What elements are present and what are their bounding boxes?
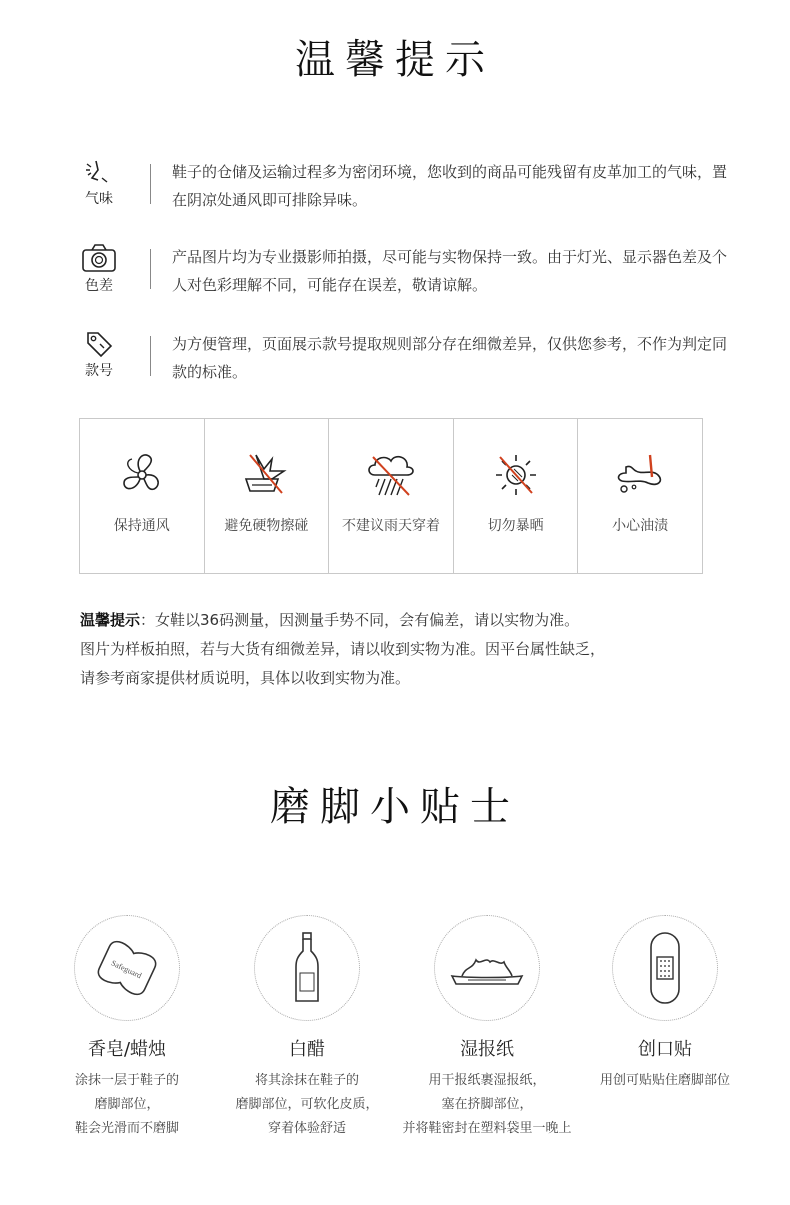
care-item	[578, 419, 702, 573]
tip-line-3: 请参考商家提供材质说明，具体以收到实物为准。	[80, 669, 411, 687]
tool-desc-line: 并将鞋密封在塑料袋里一晚上	[402, 1121, 572, 1136]
no-sun-icon	[488, 449, 544, 501]
notice-label: 款号	[85, 363, 113, 379]
tool-desc-line: 穿着体验舒适	[267, 1121, 346, 1136]
tool-image	[434, 915, 540, 1021]
tag-icon	[84, 330, 114, 358]
tool-image	[74, 915, 180, 1021]
tool-image	[254, 915, 360, 1021]
tool-wet-paper	[397, 915, 577, 1141]
tip-text: ：女鞋以36码测量，因测量手势不同，会有偏差，请以实物为准。	[140, 611, 580, 629]
divider	[150, 164, 151, 204]
care-item	[329, 419, 454, 573]
tool-desc-line: 用创可贴贴住磨脚部位	[599, 1073, 730, 1088]
notice-icon-wrap	[74, 243, 124, 299]
camera-icon	[81, 243, 117, 273]
size-tip	[80, 606, 720, 693]
oil-stain-icon	[612, 449, 668, 501]
tool-vinegar	[217, 915, 397, 1141]
tool-desc	[37, 1069, 217, 1141]
tip-line-2: 图片为样板拍照，若与大货有细微差异，请以收到实物为准。因平台属性缺乏，	[80, 640, 606, 658]
tool-name: 创口贴	[638, 1039, 692, 1060]
notice-style-number	[74, 330, 728, 390]
tool-desc	[575, 1069, 755, 1093]
notice-icon-wrap	[74, 158, 124, 214]
section-title-tips: 磨脚小贴士	[270, 784, 520, 830]
vinegar-bottle-icon	[292, 931, 322, 1005]
tool-desc-line: 磨脚部位，	[94, 1097, 160, 1112]
tool-name: 香皂/蜡烛	[87, 1039, 167, 1060]
tool-desc-line: 磨脚部位，可软化皮质，	[235, 1097, 379, 1112]
tool-bandage	[575, 915, 755, 1093]
tip-heading: 温馨提示	[80, 611, 141, 629]
care-label: 不建议雨天穿着	[341, 518, 440, 534]
notice-label: 气味	[85, 191, 113, 207]
care-icons-grid	[79, 418, 703, 574]
fan-icon	[114, 449, 170, 501]
tool-name: 湿报纸	[460, 1039, 514, 1060]
no-hard-object-icon	[238, 449, 294, 501]
tool-desc-line: 将其涂抹在鞋子的	[254, 1073, 359, 1088]
smell-icon	[84, 158, 114, 186]
tool-desc-line: 涂抹一层于鞋子的	[74, 1073, 179, 1088]
soap-icon	[92, 938, 162, 998]
notice-text: 鞋子的仓储及运输过程多为密闭环境，您收到的商品可能残留有皮革加工的气味，置在阴凉处通风即可排除异味。	[172, 163, 728, 209]
notice-text: 产品图片均为专业摄影师拍摄，尽可能与实物保持一致。由于灯光、显示器色差及个人对色彩理解不同，可能存在误差，敬请谅解。	[172, 248, 728, 294]
tool-image	[612, 915, 718, 1021]
tip-line-1	[80, 606, 720, 635]
care-label: 避免硬物擦碰	[224, 518, 309, 534]
notice-smell	[74, 158, 728, 218]
notice-label: 色差	[85, 278, 113, 294]
notice-text: 为方便管理，页面展示款号提取规则部分存在细微差异，仅供您参考，不作为判定同款的标准。	[172, 335, 728, 381]
tool-desc	[397, 1069, 577, 1141]
wet-tissue-icon	[448, 948, 526, 988]
tool-desc-line: 塞在挤脚部位，	[441, 1097, 533, 1112]
soap-brand-text: Safeguard	[109, 958, 143, 981]
tool-desc	[217, 1069, 397, 1141]
bandage-icon	[645, 931, 685, 1005]
no-rain-icon	[363, 449, 419, 501]
care-label: 小心油渍	[612, 518, 669, 534]
notice-color	[74, 243, 728, 303]
tool-name: 白醋	[289, 1039, 325, 1060]
care-item	[454, 419, 579, 573]
divider	[150, 249, 151, 289]
tool-desc-line: 用干报纸裹湿报纸，	[428, 1073, 546, 1088]
section-title-notice: 温馨提示	[295, 37, 495, 83]
divider	[150, 336, 151, 376]
care-label: 切勿暴晒	[487, 518, 544, 534]
tool-soap	[37, 915, 217, 1141]
notice-icon-wrap	[74, 330, 124, 386]
care-item	[80, 419, 205, 573]
care-item	[205, 419, 330, 573]
tool-desc-line: 鞋会光滑而不磨脚	[74, 1121, 179, 1136]
care-label: 保持通风	[113, 518, 170, 534]
